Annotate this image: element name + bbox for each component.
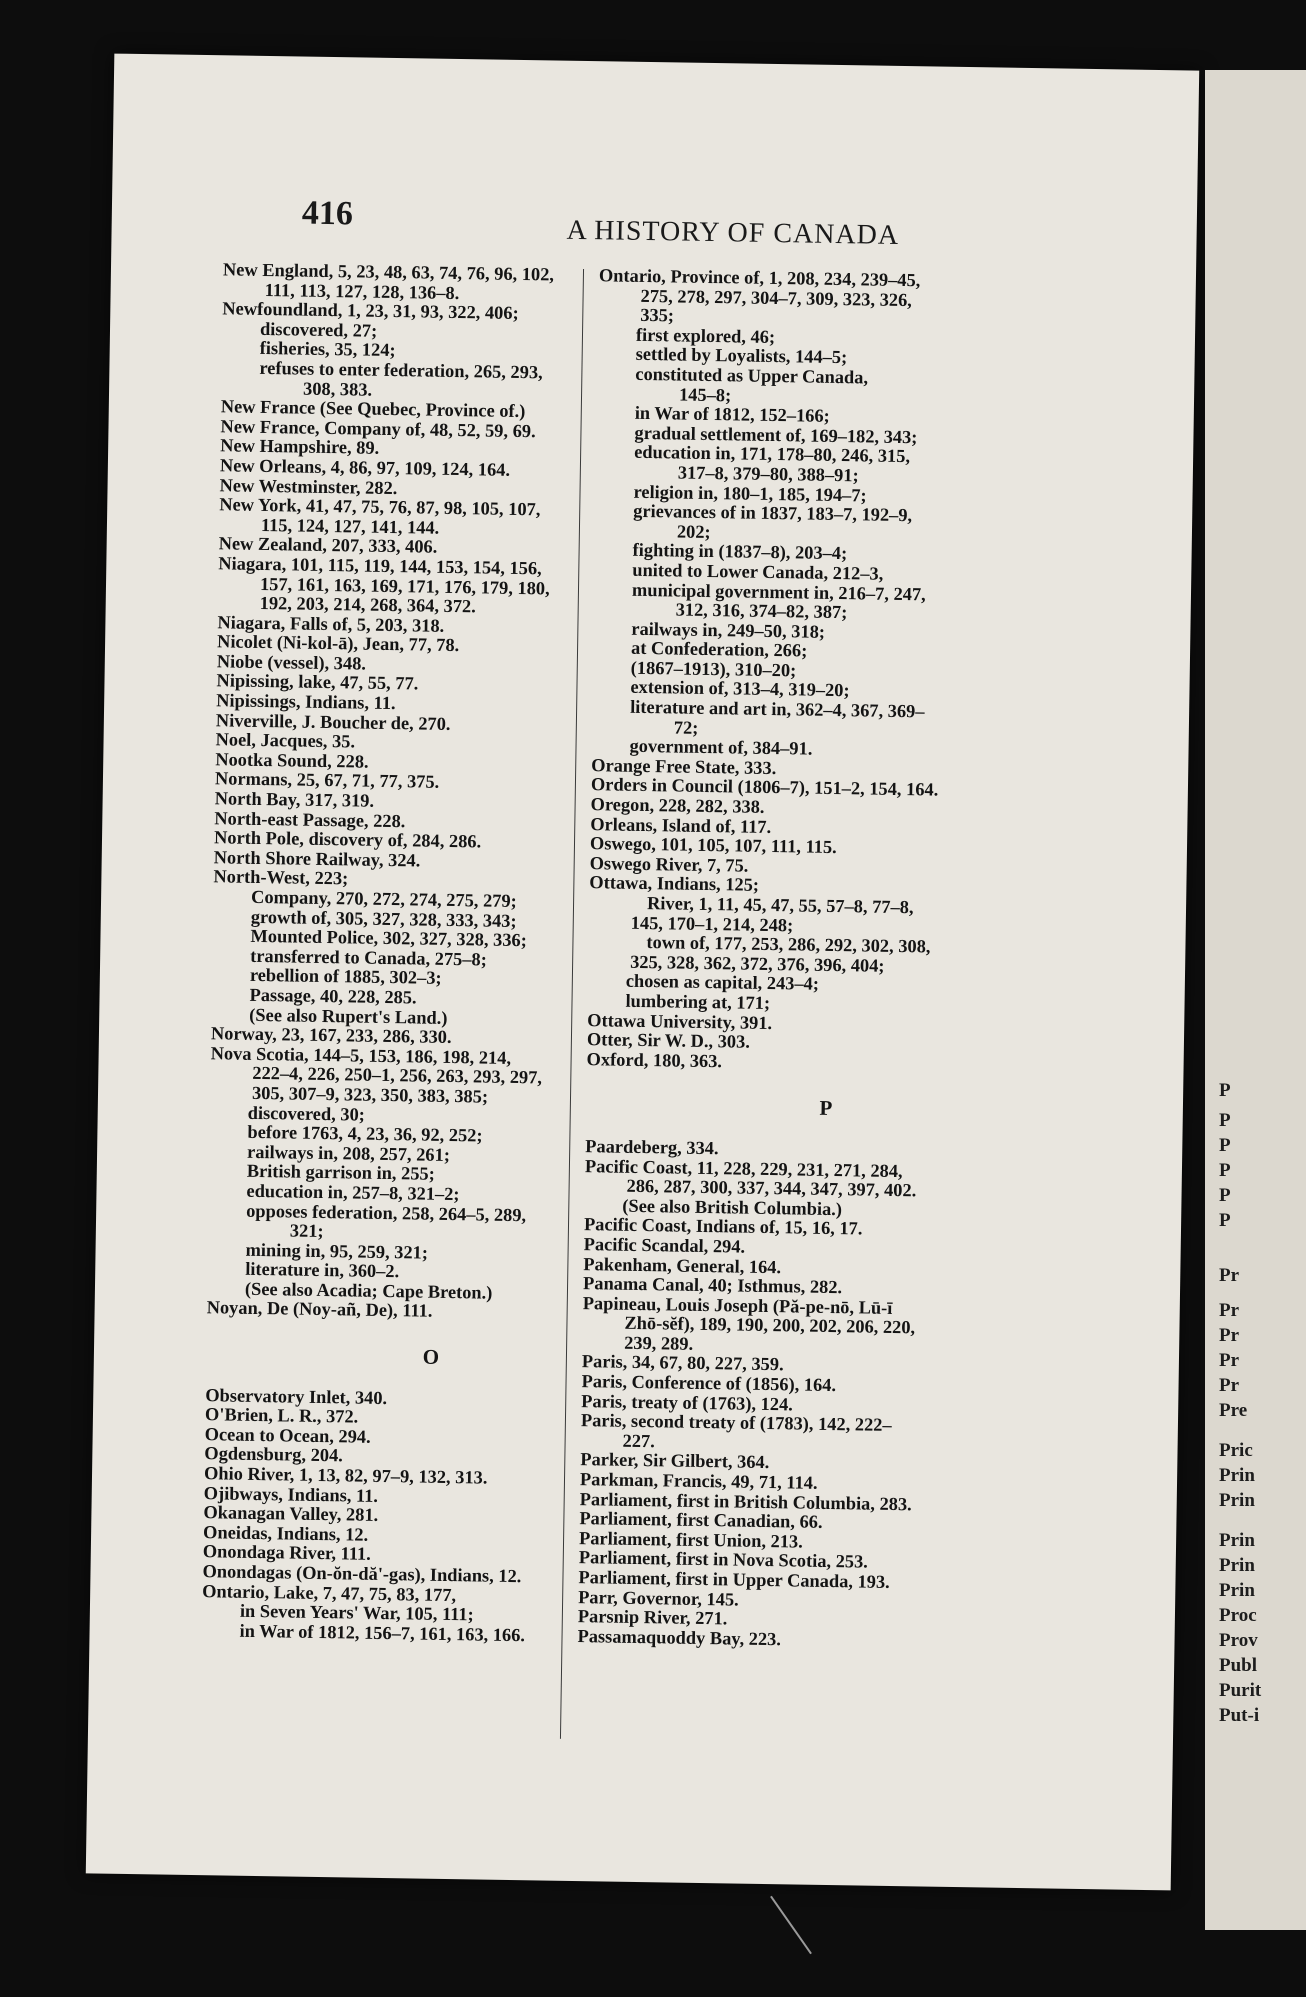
index-entry-line: O'Brien, L. R., 372. [204, 1404, 359, 1427]
index-entry-line: transferred to Canada, 275–8; [250, 945, 488, 970]
index-entry-line: Oswego River, 7, 75. [589, 852, 749, 876]
edge-word-fragment: Prin [1219, 1465, 1255, 1486]
index-entry-line: Parliament, first in British Columbia, 283. [579, 1488, 912, 1514]
edge-word-fragment: Pric [1219, 1440, 1253, 1461]
edge-word-fragment: Prov [1219, 1630, 1258, 1651]
index-entry-line: (See also Acadia; Cape Breton.) [244, 1278, 493, 1303]
edge-word-fragment: P [1219, 1110, 1231, 1131]
index-entry-line: at Confederation, 266; [630, 638, 808, 661]
edge-word-fragment: Pr [1219, 1300, 1240, 1321]
index-entry-line: New France, Company of, 48, 52, 59, 69. [220, 416, 536, 442]
index-entry-line: Pakenham, General, 164. [583, 1253, 782, 1277]
index-entry-line: Papineau, Louis Joseph (Pă-pe-nō, Lū-ī [582, 1292, 893, 1318]
index-entry-line: 72; [673, 717, 699, 738]
index-entry-line: Orders in Council (1806–7), 151–2, 154, 164. [590, 774, 939, 801]
index-column-right [577, 266, 1079, 1654]
index-entry-line: Noel, Jacques, 35. [215, 729, 356, 752]
index-entry-line: Parliament, first Canadian, 66. [579, 1508, 823, 1533]
index-entry-line: literature in, 360–2. [245, 1259, 400, 1282]
index-entry-line: Parr, Governor, 145. [578, 1586, 739, 1610]
index-entry-line: government of, 384–91. [629, 736, 813, 759]
index-entry-line: Niagara, 101, 115, 119, 144, 153, 154, 156, [218, 553, 542, 579]
index-entry-line: Niagara, Falls of, 5, 203, 318. [217, 611, 445, 636]
index-entry-line: Orleans, Island of, 117. [590, 813, 772, 837]
index-entry-line: in War of 1812, 152–166; [634, 402, 830, 427]
edge-word-fragment: Prin [1219, 1555, 1255, 1576]
index-entry-line: New Orleans, 4, 86, 97, 109, 124, 164. [219, 455, 511, 480]
index-entry-line: North Pole, discovery of, 284, 286. [213, 827, 482, 852]
index-entry-line: mining in, 95, 259, 321; [245, 1239, 429, 1263]
index-entry-line: 335; [640, 305, 675, 326]
index-entry-line: Ottawa University, 391. [587, 1009, 773, 1033]
index-entry-line: 305, 307–9, 323, 350, 383, 385; [251, 1082, 489, 1107]
index-entry-line: Parliament, first in Nova Scotia, 253. [578, 1547, 869, 1573]
index-entry-line: literature and art in, 362–4, 367, 369– [630, 696, 925, 722]
index-entry-line: New York, 41, 47, 75, 76, 87, 98, 105, 107, [219, 494, 541, 520]
index-entry-line: Okanagan Valley, 281. [203, 1502, 379, 1526]
index-entry-line: New England, 5, 23, 48, 63, 74, 76, 96, 102, [222, 259, 555, 285]
index-entry-line: 317–8, 379–80, 388–91; [677, 462, 859, 486]
index-entry-line: Company, 270, 272, 274, 275, 279; [250, 886, 517, 912]
edge-word-fragment: Publ [1219, 1655, 1258, 1676]
index-entry-line: Newfoundland, 1, 23, 31, 93, 322, 406; [222, 298, 519, 324]
index-entry-line: Oswego, 101, 105, 107, 111, 115. [589, 833, 837, 858]
edge-word-fragment: Pr [1219, 1325, 1240, 1346]
section-letter: O [422, 1344, 440, 1369]
index-entry-line: Onondagas (On-ŏn-dă'-gas), Indians, 12. [202, 1561, 522, 1587]
index-entry-line: Paardeberg, 334. [585, 1136, 719, 1159]
index-entry-line: extension of, 313–4, 319–20; [630, 677, 850, 701]
index-entry-line: (1867–1913), 310–20; [630, 657, 797, 681]
index-entry-line: in Seven Years' War, 105, 111; [239, 1600, 474, 1625]
index-entry-line: North-West, 223; [213, 866, 349, 889]
index-entry-line: Ontario, Province of, 1, 208, 234, 239–45, [598, 265, 921, 291]
edge-word-fragment: Purit [1219, 1680, 1262, 1701]
index-entry-line: Nicolet (Ni-kol-ā), Jean, 77, 78. [216, 631, 460, 656]
index-entry-line: Otter, Sir W. D., 303. [586, 1029, 751, 1052]
index-entry-line: chosen as capital, 243–4; [625, 971, 820, 995]
index-entry-line: in War of 1812, 156–7, 161, 163, 166. [239, 1620, 526, 1646]
index-entry-line: Nova Scotia, 144–5, 153, 186, 198, 214, [210, 1042, 512, 1068]
index-entry-line: New Hampshire, 89. [220, 435, 380, 459]
index-entry-line: growth of, 305, 327, 328, 333, 343; [250, 906, 517, 931]
index-entry-line: 145, 170–1, 214, 248; [630, 912, 794, 935]
index-entry-line: 308, 383. [302, 378, 373, 400]
index-entry-line: British garrison in, 255; [246, 1161, 435, 1185]
index-entry-line: (See also British Columbia.) [622, 1195, 843, 1219]
page-number: 416 [301, 194, 354, 233]
index-entry-line: municipal government in, 216–7, 247, [631, 579, 926, 604]
adjacent-page-edge [1205, 70, 1306, 1930]
index-entry-line: Ocean to Ocean, 294. [204, 1424, 371, 1447]
index-entry-line: Observatory Inlet, 340. [205, 1384, 388, 1408]
index-entry-line: Oxford, 180, 363. [586, 1048, 723, 1072]
edge-word-fragment: Prin [1219, 1490, 1255, 1511]
index-entry-line: 157, 161, 163, 169, 171, 176, 179, 180, [259, 573, 550, 598]
edge-word-fragment: Pr [1219, 1350, 1240, 1371]
index-entry-line: Noyan, De (Noy-añ, De), 111. [206, 1297, 433, 1322]
index-entry-line: Pacific Scandal, 294. [583, 1234, 746, 1257]
index-entry-line: constituted as Upper Canada, [635, 363, 869, 388]
index-entry-line: Panama Canal, 40; Isthmus, 282. [582, 1273, 843, 1298]
index-entry-line: Parliament, first Union, 213. [578, 1527, 803, 1552]
edge-word-fragment: Pre [1219, 1400, 1248, 1421]
edge-word-fragment: Pr [1219, 1375, 1240, 1396]
index-entry-line: rebellion of 1885, 302–3; [249, 965, 442, 989]
edge-word-fragment: P [1219, 1210, 1231, 1231]
index-entry-line: 145–8; [678, 384, 732, 405]
index-entry-line: town of, 177, 253, 286, 292, 302, 308, [646, 932, 931, 957]
index-entry-line: Paris, second treaty of (1783), 142, 222– [580, 1410, 892, 1436]
index-entry-line: Paris, treaty of (1763), 124. [581, 1390, 793, 1415]
index-entry-line: Parkman, Francis, 49, 71, 114. [579, 1469, 818, 1493]
index-entry-line: 192, 203, 214, 268, 364, 372. [259, 593, 476, 617]
index-entry-line: education in, 171, 178–80, 246, 315, [634, 442, 911, 467]
index-entry-line: Ottawa, Indians, 125; [589, 872, 760, 896]
index-entry-line: North-east Passage, 228. [214, 807, 406, 831]
edge-word-fragment: P [1219, 1135, 1231, 1156]
index-entry-line: Parker, Sir Gilbert, 364. [580, 1449, 770, 1473]
edge-word-fragment: P [1219, 1185, 1231, 1206]
index-entry-line: united to Lower Canada, 212–3, [632, 559, 884, 584]
index-entry-line: railways in, 208, 257, 261; [246, 1141, 451, 1165]
index-entry-line: New Westminster, 282. [219, 474, 398, 498]
index-entry [598, 266, 1079, 332]
index-entry-line: grievances of in 1837, 183–7, 192–9, [633, 500, 913, 526]
index-entry-line: discovered, 30; [247, 1102, 366, 1125]
index-entry-line: Pacific Coast, Indians of, 15, 16, 17. [583, 1214, 863, 1239]
edge-word-fragment: P [1219, 1160, 1231, 1181]
index-entry-line: refuses to enter federation, 265, 293, [259, 357, 543, 383]
index-entry-line: New Zealand, 207, 333, 406. [218, 533, 438, 558]
scan-scratch-mark [770, 1896, 812, 1954]
index-entry-line: Ogdensburg, 204. [204, 1443, 343, 1466]
index-entry-line: Norway, 23, 167, 233, 286, 330. [210, 1023, 452, 1048]
index-entry-line: Oregon, 228, 282, 338. [590, 794, 765, 817]
index-entry-line: 275, 278, 297, 304–7, 309, 323, 326, [640, 285, 913, 310]
index-entry-line: Ohio River, 1, 13, 82, 97–9, 132, 313. [203, 1463, 488, 1488]
index-entry-line: Nipissing, lake, 47, 55, 77. [216, 670, 419, 694]
index-entry-line: Niverville, J. Boucher de, 270. [215, 709, 451, 734]
edge-word-fragment: Prin [1219, 1530, 1255, 1551]
index-entry-line: New France (See Quebec, Province of.) [220, 396, 526, 422]
index-entry-line: 202; [676, 521, 711, 542]
index-entry-line: opposes federation, 258, 264–5, 289, [246, 1200, 527, 1225]
index-entry-line: Oneidas, Indians, 12. [202, 1521, 369, 1545]
index-entry-line: 312, 316, 374–82, 387; [675, 599, 848, 623]
index-entry-line: settled by Loyalists, 144–5; [635, 344, 848, 368]
index-entry-line: 321; [289, 1220, 324, 1242]
index-entry-line: River, 1, 11, 45, 47, 55, 57–8, 77–8, [646, 893, 914, 918]
index-entry-line: Ontario, Lake, 7, 47, 75, 83, 177, [202, 1580, 457, 1605]
index-entry-line: religion in, 180–1, 185, 194–7; [633, 481, 867, 505]
edge-word-fragment: Prin [1219, 1580, 1255, 1601]
index-entry [582, 1294, 1063, 1360]
index-entry-line: discovered, 27; [259, 318, 378, 341]
index-entry-line: Nipissings, Indians, 11. [216, 690, 396, 714]
edge-word-fragment: Put-i [1219, 1705, 1260, 1726]
index-entry-line: gradual settlement of, 169–182, 343; [634, 422, 918, 448]
index-entry-line: Parliament, first in Upper Canada, 193. [578, 1567, 890, 1592]
index-entry-line: 286, 287, 300, 337, 344, 347, 397, 402. [626, 1175, 917, 1201]
index-entry-line: Passage, 40, 228, 285. [249, 984, 417, 1008]
index-entry-line: Paris, Conference of (1856), 164. [581, 1371, 837, 1396]
index-entry-line: 222–4, 226, 250–1, 256, 263, 293, 297, [252, 1063, 543, 1088]
index-entry-line: Parsnip River, 271. [577, 1606, 728, 1629]
section-letter: P [819, 1096, 833, 1121]
index-entry-line: first explored, 46; [635, 324, 776, 347]
index-entry-line: Passamaquoddy Bay, 223. [577, 1625, 782, 1650]
index-entry-line: education in, 257–8, 321–2; [246, 1180, 460, 1205]
running-title: A HISTORY OF CANADA [566, 214, 900, 251]
index-entry-line: (See also Rupert's Land.) [249, 1004, 448, 1028]
index-entry-line: Paris, 34, 67, 80, 227, 359. [581, 1351, 784, 1375]
index-entry-line: Nootka Sound, 228. [215, 749, 369, 772]
index-entry-line: railways in, 249–50, 318; [631, 618, 826, 642]
book-page [86, 54, 1199, 1891]
index-entry-line: Zhō-sĕf), 189, 190, 200, 202, 206, 220, [624, 1313, 916, 1338]
index-entry-line: fisheries, 35, 124; [259, 338, 396, 361]
index-entry-line: 325, 328, 362, 372, 376, 396, 404; [630, 951, 885, 976]
edge-word-fragment: P [1219, 1080, 1231, 1101]
index-entry-line: Orange Free State, 333. [591, 755, 777, 778]
index-entry-line: Niobe (vessel), 348. [216, 651, 367, 674]
index-entry-line: Pacific Coast, 11, 228, 229, 231, 271, 284, [584, 1155, 903, 1181]
index-entry-line: 239, 289. [624, 1332, 694, 1354]
index-entry-line: Ojibways, Indians, 11. [203, 1482, 379, 1506]
edge-word-fragment: Pr [1219, 1265, 1240, 1286]
index-entry-line: fighting in (1837–8), 203–4; [632, 540, 848, 564]
index-entry-line: Onondaga River, 111. [202, 1541, 371, 1565]
edge-word-fragment: Proc [1219, 1605, 1257, 1626]
index-entry-line: North Bay, 317, 319. [214, 788, 375, 811]
index-entry-line: 227. [622, 1430, 655, 1452]
index-entry-line: Normans, 25, 67, 71, 77, 375. [214, 768, 440, 793]
index-entry-line: before 1763, 4, 23, 36, 92, 252; [247, 1121, 483, 1146]
index-entry-line: North Shore Railway, 324. [213, 847, 421, 871]
index-entry-line: lumbering at, 171; [625, 990, 771, 1013]
index-entry-line: 115, 124, 127, 141, 144. [260, 514, 440, 538]
index-entry-line: Mounted Police, 302, 327, 328, 336; [250, 926, 527, 951]
index-entry-line: 111, 113, 127, 128, 136–8. [264, 279, 460, 303]
